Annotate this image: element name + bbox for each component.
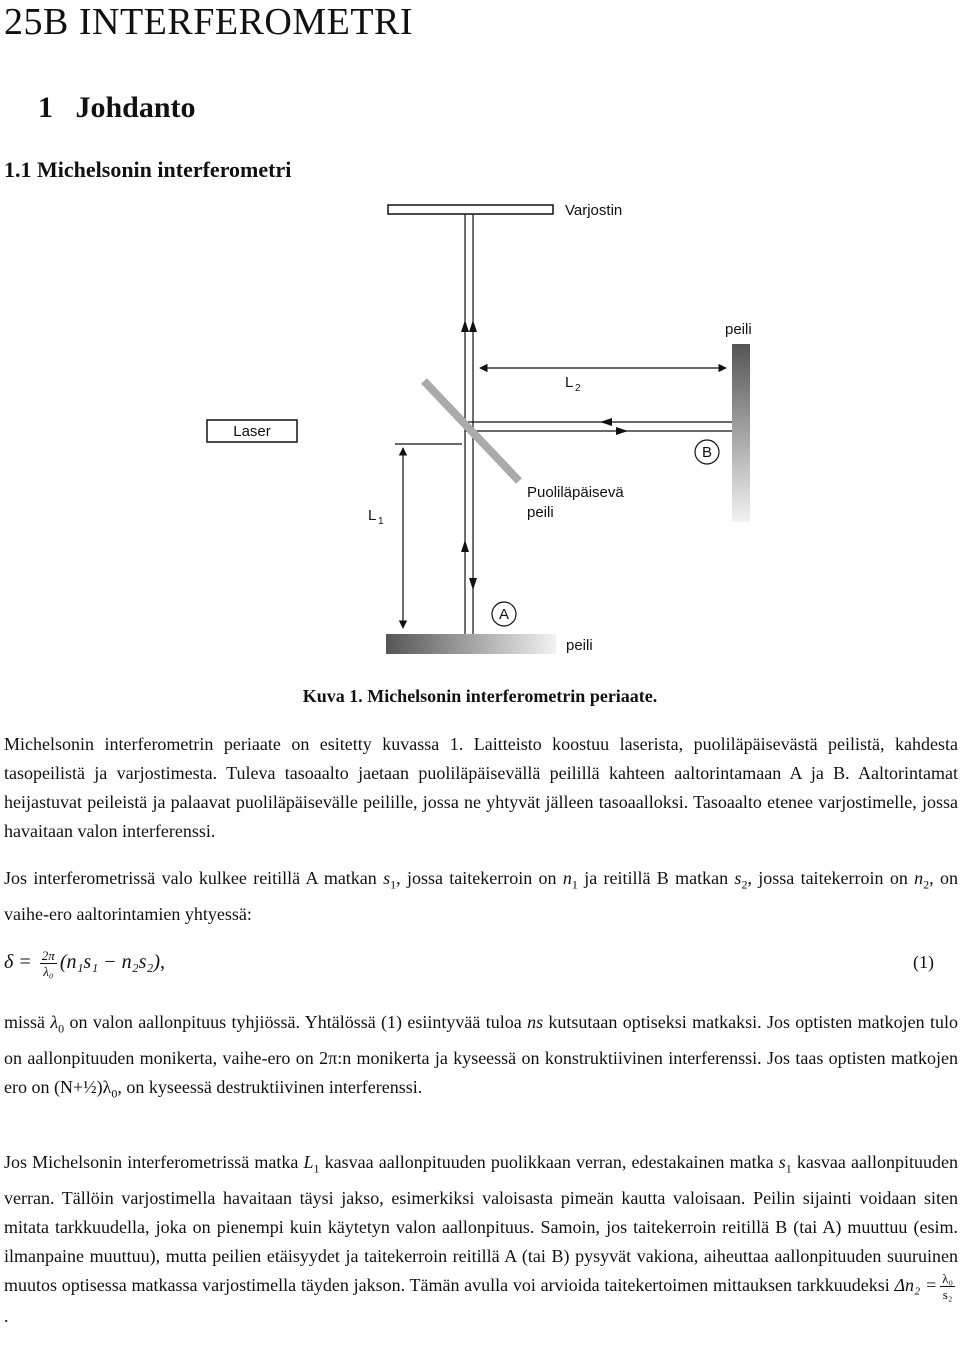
paragraph-3: missä $\lambda_0$ on valon aallonpituus tyhjiössä. Yhtälössä (1) esiintyvää tuloa ns kutsutaan optiseksi matkaksi. Jos optisten matkojen tulo on aallonpituuden monikerta, vaihe-ero on 2π:n monikerta ja kyseessä on konstruktiivinen interferenssi. Jos taas optisten matkojen ero on $(N+\frac{1}{2})\lambda_0$, on kyseessä destruktiivinen interferenssi. <box>4 1012 958 1101</box>
svg-text:peili: peili <box>725 321 752 338</box>
equation-number: (1) <box>913 952 934 972</box>
svg-text:1: 1 <box>378 516 384 527</box>
svg-text:A: A <box>498 606 510 623</box>
document-title: 25B INTERFEROMETRI <box>4 1 414 43</box>
equation-1: δ = $\frac{2\pi}{\text{λ₀}}$ (n₁s₁ − n₂s₂), <box>4 947 166 979</box>
svg-text:B: B <box>701 444 713 461</box>
michelson-diagram <box>0 190 960 670</box>
svg-text:Varjostin: Varjostin <box>565 202 623 219</box>
paragraph-4: Jos Michelsonin interferometrissä matka $L_1$ kasvaa aallonpituuden puolikkaan verran, edestakainen matka $s_1$ kasvaa aallonpituuden verran. Tällöin varjostimella havaitaan täysi jakso, esimerkiksi valoisasta pimeän kautta valoisaan. Peilin sijainti voidaan siten mitata tarkkuudella, joka on pienempi kuin käytetyn valon aallonpituus. Samoin, jos taitekerroin reitillä B (tai A) muuttuu (esim. ilmanpaine muuttuu), mutta peilien etäisyydet ja taitekerroin reitillä A (tai B) pysyvät vakiona, aiheuttaa aallonpituuden suuruinen muutos optisessa matkassa varjostimella täyden jakson. Tämän avulla voi arvioida taitekertoimen mittauksen tarkkuudeksi Δn₂ = $\frac{\text{λ₀}}{\text{s₂}}$ . <box>4 1152 958 1326</box>
svg-text:2: 2 <box>575 383 581 394</box>
paragraph-2: Jos interferometrissä valo kulkee reitillä A matkan $s_1$, jossa taitekerroin on $n_1$ ja reitillä B matkan $s_2$, jossa taitekerroin on $n_2$, on vaihe-ero aaltorintamien yhtyessä: <box>4 868 958 924</box>
svg-text:L: L <box>368 507 377 524</box>
svg-text:peili: peili <box>566 637 593 654</box>
section-heading: 1 Johdanto <box>38 91 196 124</box>
svg-text:L: L <box>565 374 574 391</box>
svg-text:Laser: Laser <box>233 423 271 440</box>
mirror-A <box>386 634 556 654</box>
figure-caption: Kuva 1. Michelsonin interferometrin periaate. <box>302 686 658 706</box>
mirror-B <box>732 344 750 522</box>
svg-text:Puoliläpäisevä: Puoliläpäisevä <box>527 484 624 501</box>
screen <box>388 205 553 214</box>
subsection-heading: 1.1 Michelsonin interferometri <box>4 157 292 182</box>
paragraph-1: Michelsonin interferometrin periaate on esitetty kuvassa 1. Laitteisto koostuu laserista, puoliläpäisevästä peilistä, kahdesta tasopeilistä ja varjostimesta. Tuleva tasoaalto jaetaan puoliläpäisevällä peilillä kahteen aaltorintamaan A ja B. Aaltorintamat heijastuvat peileistä ja palaavat puoliläpäisevälle peilille, jossa ne yhtyvät jälleen tasoaalloksi. Tasoaalto etenee varjostimelle, jossa havaitaan valon interferenssi. <box>4 734 958 841</box>
svg-text:peili: peili <box>527 504 554 521</box>
